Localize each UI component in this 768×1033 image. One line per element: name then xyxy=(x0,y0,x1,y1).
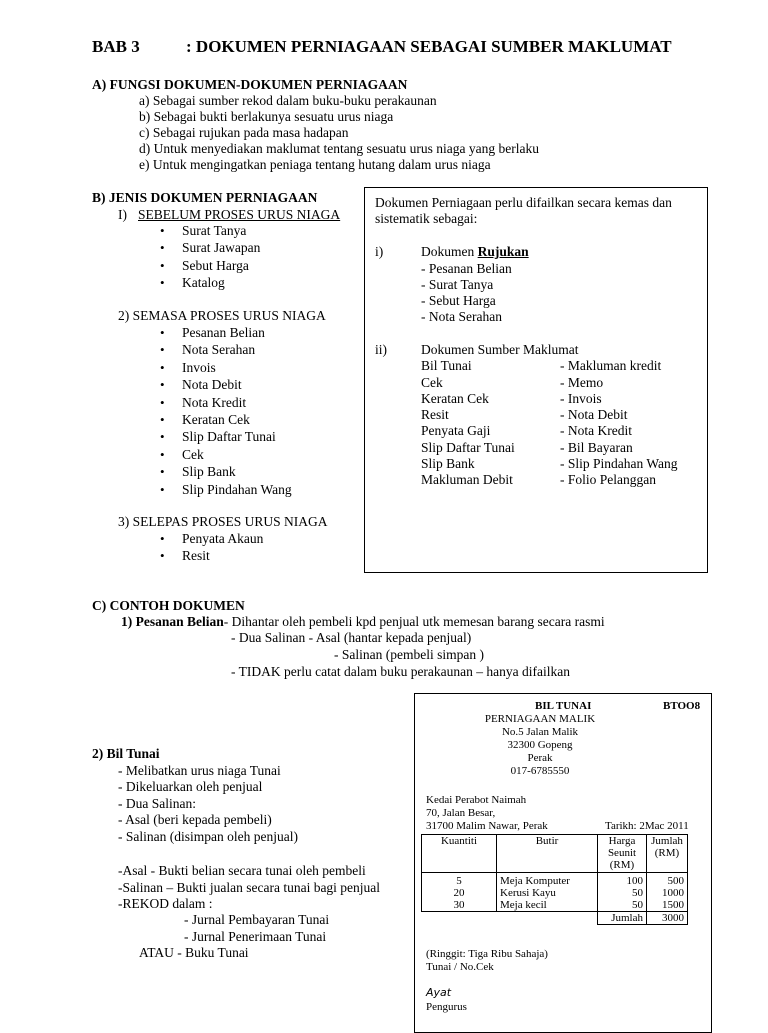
bil-tunai-line: - Salinan (disimpan oleh penjual) xyxy=(118,829,298,844)
box-ii-right-item: - Invois xyxy=(560,391,602,406)
row-total xyxy=(647,873,688,912)
list-item: • Pesanan Belian xyxy=(156,324,292,341)
box-ii-right-item: - Makluman kredit xyxy=(560,358,662,373)
blank-cell xyxy=(422,912,497,925)
box-ii-left-item: Makluman Debit xyxy=(421,472,513,487)
sub2-list xyxy=(156,324,292,498)
box-ii-right-item: - Nota Kredit xyxy=(560,423,632,438)
list-item: • Nota Kredit xyxy=(156,394,292,411)
box-ii-left-item: Keratan Cek xyxy=(421,391,489,406)
total-value: 1500 xyxy=(662,899,684,911)
item-value: Meja Komputer xyxy=(500,875,570,887)
filing-info-box xyxy=(364,187,708,573)
buyer-address: 70, Jalan Besar, xyxy=(426,807,496,819)
box-ii-right-item: - Bil Bayaran xyxy=(560,440,633,455)
price-value: 50 xyxy=(632,899,643,911)
list-item: • Surat Tanya xyxy=(156,222,260,239)
list-item: • Resit xyxy=(156,547,263,564)
box-i-label-emph: Rujukan xyxy=(477,244,529,259)
signer-title: Pengurus xyxy=(426,1001,467,1013)
bill-items-table xyxy=(421,834,688,925)
box-intro-line: Dokumen Perniagaan perlu difailkan secara kemas dan xyxy=(375,195,672,210)
box-ii-label: Dokumen Sumber Maklumat xyxy=(421,342,579,357)
bil-tunai-line: - Melibatkan urus niaga Tunai xyxy=(118,763,281,778)
list-item: • Nota Serahan xyxy=(156,341,292,358)
bil-tunai-journal: - Jurnal Penerimaan Tunai xyxy=(184,929,327,944)
list-item: • Sebut Harga xyxy=(156,257,260,274)
section-a-item: c) Sebagai rujukan pada masa hadapan xyxy=(139,125,349,140)
row-price xyxy=(598,873,647,912)
sub3-list xyxy=(156,530,263,565)
bil-tunai-line: -Asal - Bukti belian secara tunai oleh pembeli xyxy=(118,863,366,878)
box-ii-left-item: Penyata Gaji xyxy=(421,423,491,438)
sub1-list xyxy=(156,222,260,292)
section-a-item: a) Sebagai sumber rekod dalam buku-buku perakaunan xyxy=(139,93,437,108)
box-ii-left-item: Slip Bank xyxy=(421,456,475,471)
row-qty xyxy=(422,873,497,912)
sum-label: Jumlah xyxy=(598,912,647,925)
qty-value: 30 xyxy=(453,899,465,911)
price-value: 50 xyxy=(632,887,643,899)
box-ii-left-item: Cek xyxy=(421,375,443,390)
pesanan-belian-line xyxy=(121,613,605,630)
list-item: • Katalog xyxy=(156,274,260,291)
box-intro-line: sistematik sebagai: xyxy=(375,211,478,226)
list-item: • Penyata Akaun xyxy=(156,530,263,547)
list-item: • Slip Bank xyxy=(156,463,292,480)
seller-name: PERNIAGAAN MALIK xyxy=(484,713,596,725)
header-item: Butir xyxy=(497,835,598,873)
box-ii-left-item: Bil Tunai xyxy=(421,358,472,373)
sub2-heading: 2) SEMASA PROSES URUS NIAGA xyxy=(118,308,326,323)
section-c-heading: C) CONTOH DOKUMEN xyxy=(92,598,245,613)
item-value: Kerusi Kayu xyxy=(500,887,556,899)
qty-value: 20 xyxy=(453,887,465,899)
header-price-line: Seunit xyxy=(607,847,637,859)
signature: Ayat xyxy=(426,986,452,999)
bil-tunai-line: - Dikeluarkan oleh penjual xyxy=(118,779,263,794)
buyer-name: Kedai Perabot Naimah xyxy=(426,794,527,806)
total-value: 500 xyxy=(667,875,684,887)
header-price xyxy=(598,835,647,873)
list-item: • Slip Pindahan Wang xyxy=(156,481,292,498)
payment-method: Tunai / No.Cek xyxy=(426,961,494,973)
section-b-heading: B) JENIS DOKUMEN PERNIAGAAN xyxy=(92,190,318,205)
price-value: 100 xyxy=(626,875,643,887)
pesanan-belian-copy2: - Salinan (pembeli simpan ) xyxy=(334,647,484,662)
list-item: • Keratan Cek xyxy=(156,411,292,428)
total-value: 1000 xyxy=(662,887,684,899)
section-a-heading: A) FUNGSI DOKUMEN-DOKUMEN PERNIAGAAN xyxy=(92,77,408,92)
seller-address: No.5 Jalan Malik xyxy=(501,726,579,738)
box-ii-left-item: Slip Daftar Tunai xyxy=(421,440,515,455)
box-i-item: - Pesanan Belian xyxy=(421,261,512,276)
list-item: • Invois xyxy=(156,359,292,376)
bil-tunai-journal: - Jurnal Pembayaran Tunai xyxy=(184,912,330,927)
row-item xyxy=(497,873,598,912)
cash-bill-sample xyxy=(414,693,712,1033)
pesanan-belian-desc: - Dihantar oleh pembeli kpd penjual utk memesan barang secara rasmi xyxy=(223,614,605,629)
sum-value: 3000 xyxy=(647,912,688,925)
box-ii-right-item: - Folio Pelanggan xyxy=(560,472,656,487)
table-header-row xyxy=(422,835,688,873)
table-total-row xyxy=(422,912,688,925)
page-title: : DOKUMEN PERNIAGAAN SEBAGAI SUMBER MAKLUMAT xyxy=(186,37,672,56)
box-i-label-text: Dokumen xyxy=(421,244,478,259)
list-item: • Surat Jawapan xyxy=(156,239,260,256)
item-value: Meja kecil xyxy=(500,899,547,911)
bil-tunai-line: - Dua Salinan: xyxy=(118,796,196,811)
seller-address: 32300 Gopeng xyxy=(507,739,573,751)
seller-address: Perak xyxy=(527,752,553,764)
pesanan-belian-note: - TIDAK perlu catat dalam buku perakaunan – hanya difailkan xyxy=(231,664,570,679)
box-ii-number: ii) xyxy=(375,342,387,357)
box-ii-right-item: - Nota Debit xyxy=(560,407,628,422)
bil-tunai-line: - Asal (beri kepada pembeli) xyxy=(118,812,272,827)
bil-tunai-line: -Salinan – Bukti jualan secara tunai bagi penjual xyxy=(118,880,381,895)
sub1-heading: SEBELUM PROSES URUS NIAGA xyxy=(138,207,341,222)
header-price-line: Harga xyxy=(608,835,636,847)
pesanan-belian-label: 1) Pesanan Belian xyxy=(121,614,224,629)
section-a-item: e) Untuk mengingatkan peniaga tentang hutang dalam urus niaga xyxy=(139,157,491,172)
sub1-number: I) xyxy=(118,207,127,222)
box-ii-right-item: - Slip Pindahan Wang xyxy=(560,456,678,471)
bil-tunai-alternative: ATAU - Buku Tunai xyxy=(139,945,249,960)
box-i-item: - Nota Serahan xyxy=(421,309,502,324)
header-qty: Kuantiti xyxy=(422,835,497,873)
header-price-line: (RM) xyxy=(609,859,635,871)
bill-number: BTOO8 xyxy=(663,700,701,712)
qty-value: 5 xyxy=(456,875,462,887)
bil-tunai-heading: 2) Bil Tunai xyxy=(92,746,160,761)
bill-title: BIL TUNAI xyxy=(535,700,592,712)
section-a-item: d) Untuk menyediakan maklumat tentang sesuatu urus niaga yang berlaku xyxy=(139,141,540,156)
header-total xyxy=(647,835,688,873)
blank-cell xyxy=(497,912,598,925)
seller-phone: 017-6785550 xyxy=(510,765,570,777)
sub3-heading: 3) SELEPAS PROSES URUS NIAGA xyxy=(118,514,328,529)
box-i-number: i) xyxy=(375,244,384,259)
list-item: • Cek xyxy=(156,446,292,463)
box-i-item: - Surat Tanya xyxy=(421,277,494,292)
pesanan-belian-copies: - Dua Salinan - Asal (hantar kepada penjual) xyxy=(231,630,472,645)
buyer-address: 31700 Malim Nawar, Perak xyxy=(426,820,548,832)
amount-in-words: (Ringgit: Tiga Ribu Sahaja) xyxy=(426,948,548,960)
bill-date: Tarikh: 2Mac 2011 xyxy=(605,820,689,832)
table-row xyxy=(422,873,688,912)
chapter-number: BAB 3 xyxy=(92,37,140,56)
box-i-item: - Sebut Harga xyxy=(421,293,496,308)
box-ii-right-item: - Memo xyxy=(560,375,604,390)
header-total-line: (RM) xyxy=(654,847,680,859)
box-ii-left-item: Resit xyxy=(421,407,449,422)
bil-tunai-line: -REKOD dalam : xyxy=(118,896,213,911)
list-item: • Nota Debit xyxy=(156,376,292,393)
section-a-item: b) Sebagai bukti berlakunya sesuatu urus niaga xyxy=(139,109,394,124)
box-i-label xyxy=(421,243,529,260)
list-item: • Slip Daftar Tunai xyxy=(156,428,292,445)
header-total-line: Jumlah xyxy=(651,835,683,847)
